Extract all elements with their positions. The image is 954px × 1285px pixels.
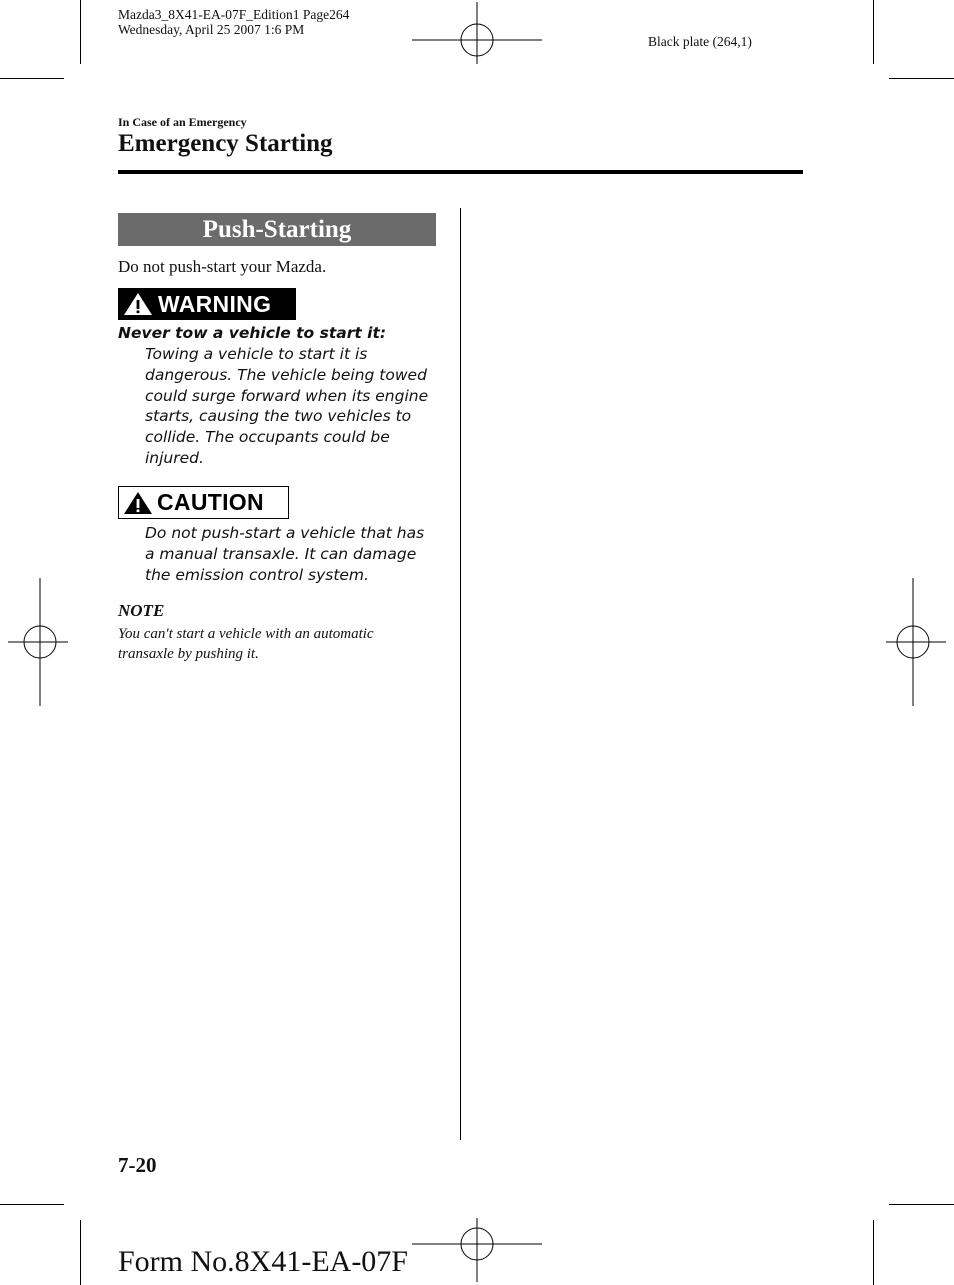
crop-mark xyxy=(873,0,874,64)
warning-triangle-icon xyxy=(122,291,154,317)
crop-mark xyxy=(0,1204,64,1205)
caution-label-box xyxy=(118,486,289,519)
caution-line: Do not push-start a vehicle that has xyxy=(145,524,425,542)
crop-mark xyxy=(873,1220,874,1285)
printer-date-line: Wednesday, April 25 2007 1:6 PM xyxy=(118,22,305,37)
column-divider xyxy=(460,208,461,1140)
printer-file-line: Mazda3_8X41-EA-07F_Edition1 Page264 xyxy=(118,7,350,22)
note-line: You can't start a vehicle with an automatic xyxy=(118,626,374,642)
caution-line: the emission control system. xyxy=(145,565,369,584)
caution-label: CAUTION xyxy=(157,489,264,515)
registration-mark-top xyxy=(410,0,544,66)
page-number: 7-20 xyxy=(118,1153,157,1177)
form-number: Form No.8X41-EA-07F xyxy=(118,1245,408,1278)
section-banner: Push-Starting xyxy=(118,213,436,246)
warning-line: dangerous. The vehicle being towed xyxy=(145,365,427,384)
registration-mark-left xyxy=(6,576,72,708)
warning-heading: Never tow a vehicle to start it: xyxy=(118,324,387,342)
caution-line: a manual transaxle. It can damage xyxy=(145,544,417,563)
printer-plate: Black plate (264,1) xyxy=(648,34,752,49)
warning-line: starts, causing the two vehicles to xyxy=(145,407,412,426)
registration-mark-right xyxy=(882,576,948,708)
registration-mark-bottom xyxy=(410,1216,544,1285)
warning-label: WARNING xyxy=(158,290,272,317)
warning-line: could surge forward when its engine xyxy=(145,386,429,405)
warning-body xyxy=(145,344,428,469)
note-body xyxy=(118,624,374,664)
section-label: In Case of an Emergency xyxy=(118,115,247,129)
caution-body xyxy=(145,523,424,585)
note-line: transaxle by pushing it. xyxy=(118,646,259,662)
warning-label-box xyxy=(118,288,296,320)
intro-text: Do not push-start your Mazda. xyxy=(118,257,327,276)
crop-mark xyxy=(889,78,954,79)
crop-mark xyxy=(80,1220,81,1285)
warning-line: Towing a vehicle to start it is xyxy=(145,345,368,363)
crop-mark xyxy=(0,78,64,79)
warning-line: injured. xyxy=(145,448,204,467)
crop-mark xyxy=(80,0,81,64)
caution-triangle-icon xyxy=(122,490,154,516)
note-title: NOTE xyxy=(118,601,165,620)
warning-line: collide. The occupants could be xyxy=(145,428,390,447)
title-rule xyxy=(118,170,803,174)
page-title: Emergency Starting xyxy=(118,130,333,157)
crop-mark xyxy=(889,1204,954,1205)
